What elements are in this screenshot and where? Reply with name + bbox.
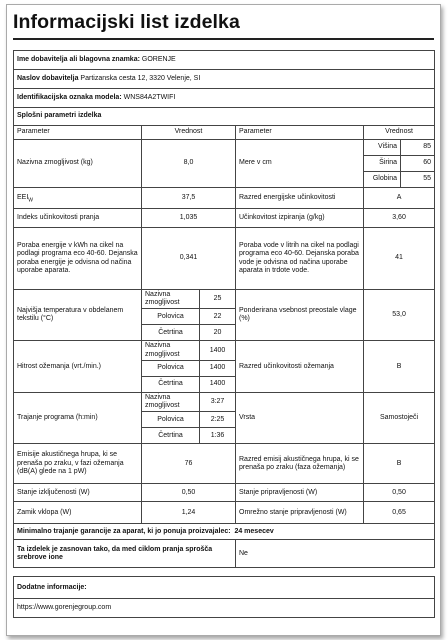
depth-value: 55 bbox=[401, 172, 435, 188]
model-value: WNS84A2TWIFI bbox=[123, 93, 176, 101]
max-temp-cap-label: Nazivna zmogljivost bbox=[142, 290, 200, 309]
table-row bbox=[14, 502, 435, 524]
model-row bbox=[14, 89, 435, 108]
section-general-title: Splošni parametri izdelka bbox=[14, 108, 435, 126]
silver-ions-value: Ne bbox=[236, 540, 435, 568]
width-value: 60 bbox=[401, 156, 435, 172]
energy-consumption-value: 0,341 bbox=[142, 228, 236, 290]
max-temp-cap-value: 25 bbox=[200, 290, 236, 309]
supplier-label: Ime dobavitelja ali blagovna znamka: bbox=[17, 55, 140, 63]
height-value: 85 bbox=[401, 140, 435, 156]
supplier-value: GORENJE bbox=[141, 55, 176, 63]
energy-class-label: Razred energijske učinkovitosti bbox=[236, 188, 364, 209]
eei-subscript: W bbox=[28, 197, 34, 204]
noise-class-value: B bbox=[364, 444, 435, 484]
table-row bbox=[14, 341, 435, 360]
table-row bbox=[14, 188, 435, 209]
column-header-row bbox=[14, 126, 435, 140]
table-row bbox=[14, 392, 435, 411]
table-row bbox=[14, 209, 435, 228]
type-label: Vrsta bbox=[236, 392, 364, 443]
eei-label: $EEI_W$ bbox=[14, 188, 142, 209]
off-mode-value: 0,50 bbox=[142, 484, 236, 502]
type-value: Samostoječi bbox=[364, 392, 435, 443]
duration-half-value: 2:25 bbox=[200, 412, 236, 428]
height-label: Višina bbox=[364, 140, 401, 156]
rinse-value: 3,60 bbox=[364, 209, 435, 228]
duration-quarter-label: Četrtina bbox=[142, 428, 200, 444]
max-temp-half-label: Polovica bbox=[142, 309, 200, 325]
depth-label: Globina bbox=[364, 172, 401, 188]
max-temp-label: Najvišja temperatura v obdelanem tekstilu (°C) bbox=[14, 290, 142, 341]
supplier-row bbox=[14, 51, 435, 70]
noise-class-label: Razred emisij akustičnega hrupa, ki se prenaša po zraku (faza ožemanja) bbox=[236, 444, 364, 484]
residual-moisture-value: 53,0 bbox=[364, 290, 435, 341]
product-fiche-table bbox=[13, 50, 435, 618]
energy-class-value: A bbox=[364, 188, 435, 209]
website-link[interactable]: https://www.gorenjegroup.com bbox=[17, 604, 112, 612]
model-label: Identifikacijska oznaka modela: bbox=[17, 93, 122, 101]
title-divider bbox=[13, 38, 434, 40]
networked-standby-label: Omrežno stanje pripravljenosti (W) bbox=[236, 502, 364, 524]
col-header-value: Vrednost bbox=[364, 126, 435, 140]
spin-class-label: Razred učinkovitosti ožemanja bbox=[236, 341, 364, 392]
address-row bbox=[14, 70, 435, 89]
width-label: Širina bbox=[364, 156, 401, 172]
max-temp-half-value: 22 bbox=[200, 309, 236, 325]
spin-speed-quarter-value: 1400 bbox=[200, 376, 236, 392]
delay-start-label: Zamik vklopa (W) bbox=[14, 502, 142, 524]
table-row bbox=[14, 444, 435, 484]
max-temp-quarter-label: Četrtina bbox=[142, 325, 200, 341]
spin-speed-cap-label: Nazivna zmogljivost bbox=[142, 341, 200, 360]
spin-speed-cap-value: 1400 bbox=[200, 341, 236, 360]
col-header-value: Vrednost bbox=[142, 126, 236, 140]
additional-info-label: Dodatne informacije: bbox=[14, 577, 435, 599]
water-consumption-value: 41 bbox=[364, 228, 435, 290]
max-temp-quarter-value: 20 bbox=[200, 325, 236, 341]
energy-consumption-label: Poraba energije v kWh na cikel na podlagi programa eco 40-60. Dejanska poraba energije je odvisna od načina uporabe aparata. bbox=[14, 228, 142, 290]
delay-start-value: 1,24 bbox=[142, 502, 236, 524]
duration-cap-value: 3:27 bbox=[200, 392, 236, 411]
table-row bbox=[14, 290, 435, 309]
table-row bbox=[14, 228, 435, 290]
section-row bbox=[14, 108, 435, 126]
wash-index-value: 1,035 bbox=[142, 209, 236, 228]
spin-class-value: B bbox=[364, 341, 435, 392]
capacity-value: 8,0 bbox=[142, 140, 236, 188]
guarantee-value: 24 mesecev bbox=[234, 527, 274, 535]
duration-label: Trajanje programa (h:min) bbox=[14, 392, 142, 443]
rinse-label: Učinkovitost izpiranja (g/kg) bbox=[236, 209, 364, 228]
address-value: Partizanska cesta 12, 3320 Velenje, SI bbox=[80, 74, 201, 82]
silver-ions-row bbox=[14, 540, 435, 568]
table-row bbox=[14, 140, 435, 156]
additional-info-row bbox=[14, 577, 435, 599]
capacity-label: Nazivna zmogljivost (kg) bbox=[14, 140, 142, 188]
networked-standby-value: 0,65 bbox=[364, 502, 435, 524]
address-label: Naslov dobavitelja bbox=[17, 74, 79, 82]
wash-index-label: Indeks učinkovitosti pranja bbox=[14, 209, 142, 228]
standby-label: Stanje pripravljenosti (W) bbox=[236, 484, 364, 502]
standby-value: 0,50 bbox=[364, 484, 435, 502]
duration-quarter-value: 1:36 bbox=[200, 428, 236, 444]
dimensions-label: Mere v cm bbox=[236, 140, 364, 188]
silver-ions-label: Ta izdelek je zasnovan tako, da med ciklom pranja sprošča srebrove ione bbox=[14, 540, 236, 568]
residual-moisture-label: Ponderirana vsebnost preostale vlage (%) bbox=[236, 290, 364, 341]
duration-cap-label: Nazivna zmogljivost bbox=[142, 392, 200, 411]
duration-half-label: Polovica bbox=[142, 412, 200, 428]
page-title: Informacijski list izdelka bbox=[13, 11, 240, 33]
off-mode-label: Stanje izključenosti (W) bbox=[14, 484, 142, 502]
spacer-row bbox=[14, 568, 435, 577]
guarantee-label: Minimalno trajanje garancije za aparat, ki jo ponuja proizvajalec: bbox=[17, 527, 231, 535]
eei-value: 37,5 bbox=[142, 188, 236, 209]
spin-speed-half-value: 1400 bbox=[200, 360, 236, 376]
table-row bbox=[14, 484, 435, 502]
spin-speed-quarter-label: Četrtina bbox=[142, 376, 200, 392]
spin-speed-label: Hitrost ožemanja (vrt./min.) bbox=[14, 341, 142, 392]
water-consumption-label: Poraba vode v litrih na cikel na podlagi programa eco 40-60. Dejanska poraba vode je odvisna od načina uporabe aparata in trdote vode. bbox=[236, 228, 364, 290]
noise-label: Emisije akustičnega hrupa, ki se prenaša po zraku, v fazi ožemanja (dB(A) glede na 1 pW) bbox=[14, 444, 142, 484]
spin-speed-half-label: Polovica bbox=[142, 360, 200, 376]
url-row bbox=[14, 599, 435, 618]
col-header-parameter: Parameter bbox=[236, 126, 364, 140]
noise-value: 76 bbox=[142, 444, 236, 484]
product-information-sheet bbox=[6, 4, 441, 636]
col-header-parameter: Parameter bbox=[14, 126, 142, 140]
guarantee-row bbox=[14, 524, 435, 540]
